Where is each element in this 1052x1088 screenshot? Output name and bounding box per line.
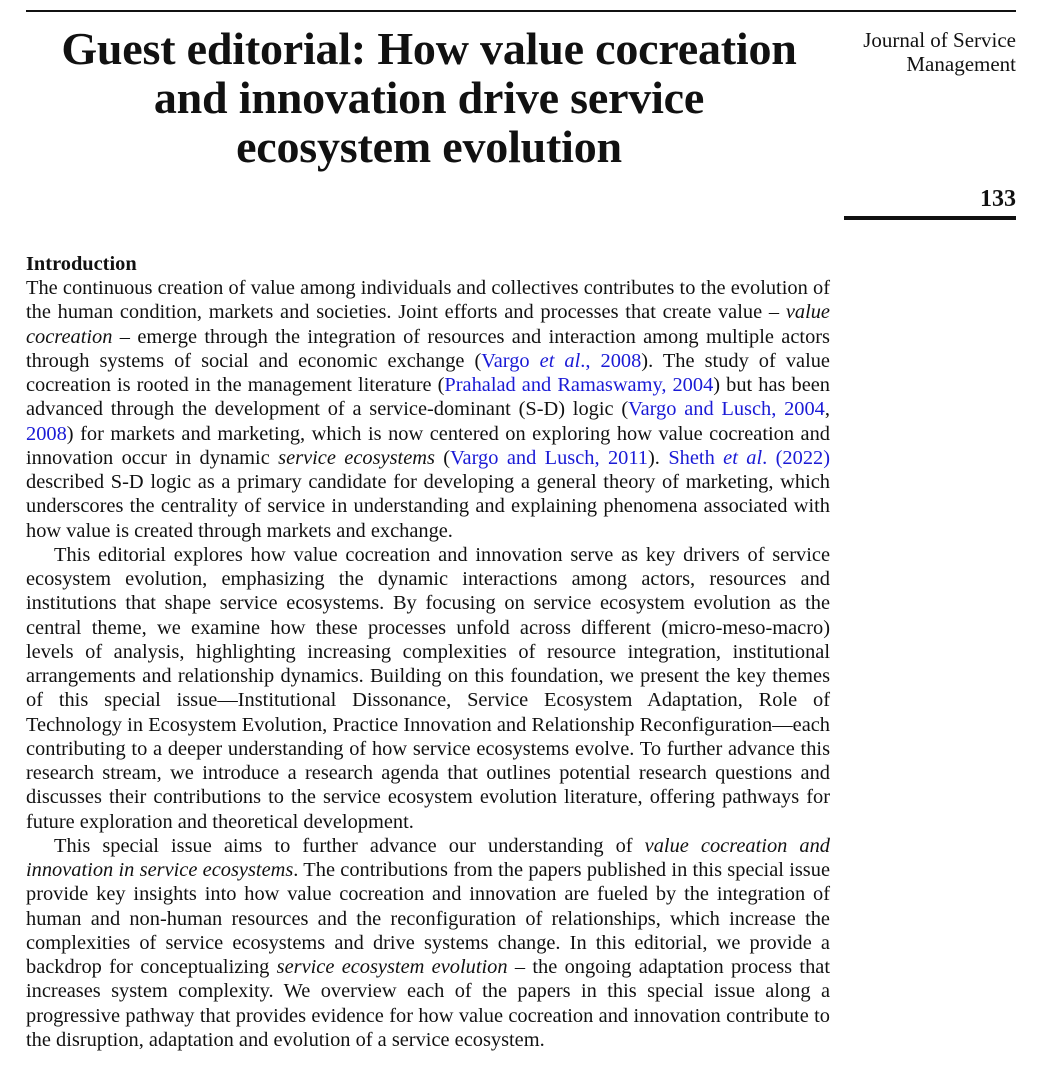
citation-sheth-2022[interactable]: Sheth et al. (2022) <box>668 446 830 469</box>
citation-vargo-lusch-2008[interactable]: 2008 <box>26 422 67 445</box>
journal-name <box>863 28 1016 76</box>
title-line-3: ecosystem evolution <box>236 121 622 172</box>
p1-text-2: – emerge through the integration of resources and interaction among multiple actors through systems of social and economic exchange ( <box>26 325 830 372</box>
citation-vargo-lusch-2011[interactable]: Vargo and Lusch, 2011 <box>450 446 649 469</box>
paragraph-2: This editorial explores how value cocreation and innovation serve as key drivers of service ecosystem evolution, emphasizing the dynamic interactions among actors, resources and institutions that shape service ecosystems. By focusing on service ecosystem evolution as the central theme, we examine how these processes unfold across different (micro-meso-macro) levels of analysis, highlighting increasing complexities of resource integration, institutional arrangements and relationship dynamics. Building on this foundation, we present the key themes of this special issue—Institutional Dissonance, Service Ecosystem Adaptation, Role of Technology in Ecosystem Evolution, Practice Innovation and Relationship Reconfiguration—each contributing to a deeper understanding of how service ecosystems evolve. To further advance this research stream, we introduce a research agenda that outlines potential research questions and discusses their contributions to the service ecosystem evolution literature, offering pathways for future exploration and theoretical development. <box>26 543 830 833</box>
p1-italic-value-cocreation: value cocreation <box>26 301 830 348</box>
page-number: 133 <box>980 186 1016 212</box>
citation-vargo-2008[interactable]: Vargo et al., 2008 <box>481 349 642 372</box>
p1-text-1: The continuous creation of value among individuals and collectives contributes to the evolution of the human condition, markets and societies. Joint efforts and processes that create value – <box>26 277 830 324</box>
p3-italic-special-issue-theme: value cocreation and innovation in service ecosystems <box>26 834 830 881</box>
article-body <box>26 252 830 1052</box>
p1-italic-service-ecosystems: service ecosystems <box>278 446 435 469</box>
journal-name-line-1: Journal of Service <box>863 28 1016 52</box>
section-heading-introduction: Introduction <box>26 253 137 275</box>
p1-text-9: described S-D logic as a primary candidate for developing a general theory of marketing, which underscores the centrality of service in understanding and explaining phenomena associated with how value is created through markets and exchange. <box>26 471 830 542</box>
paragraph-1 <box>26 276 830 543</box>
p3-text-2: . The contributions from the papers published in this special issue provide key insights into how value cocreation and innovation are fueled by the integration of human and non-human resources and the reconfiguration of relationships, which increase the complexities of service ecosystems and drive systems change. In this editorial, we provide a backdrop for conceptualizing <box>26 859 830 978</box>
citation-vargo-lusch-2004[interactable]: Vargo and Lusch, 2004 <box>628 398 825 421</box>
p1-text-6: ) for markets and marketing, which is now centered on exploring how value cocreation and innovation occur in dynamic <box>26 422 830 469</box>
title-line-2: and innovation drive service <box>153 72 705 123</box>
page-number-rule <box>844 216 1016 220</box>
citation-prahalad-2004[interactable]: Prahalad and Ramaswamy, 2004 <box>444 374 714 396</box>
top-rule <box>26 10 1016 12</box>
article-title <box>26 24 832 171</box>
p1-text-3: ). The study of value cocreation is rooted in the management literature ( <box>26 349 830 396</box>
p1-text-5: , <box>824 398 830 421</box>
p1-text-4: ) but has been advanced through the development of a service-dominant (S-D) logic ( <box>26 374 831 421</box>
paragraph-3 <box>26 834 830 1052</box>
p1-text-8: ). <box>648 446 669 469</box>
title-line-1: Guest editorial: How value cocreation <box>61 23 797 74</box>
p3-text-3: – the ongoing adaptation process that increases system complexity. We overview each of the papers in this special issue along a progressive pathway that provides evidence for how value cocreation and innovation contribute to the disruption, adaptation and evolution of a service ecosystem. <box>26 956 830 1051</box>
p3-text-1: This special issue aims to further advance our understanding of <box>54 834 645 857</box>
journal-name-line-2: Management <box>906 52 1016 76</box>
p1-text-7: ( <box>434 446 451 469</box>
p3-italic-service-ecosystem-evolution: service ecosystem evolution <box>276 956 508 978</box>
